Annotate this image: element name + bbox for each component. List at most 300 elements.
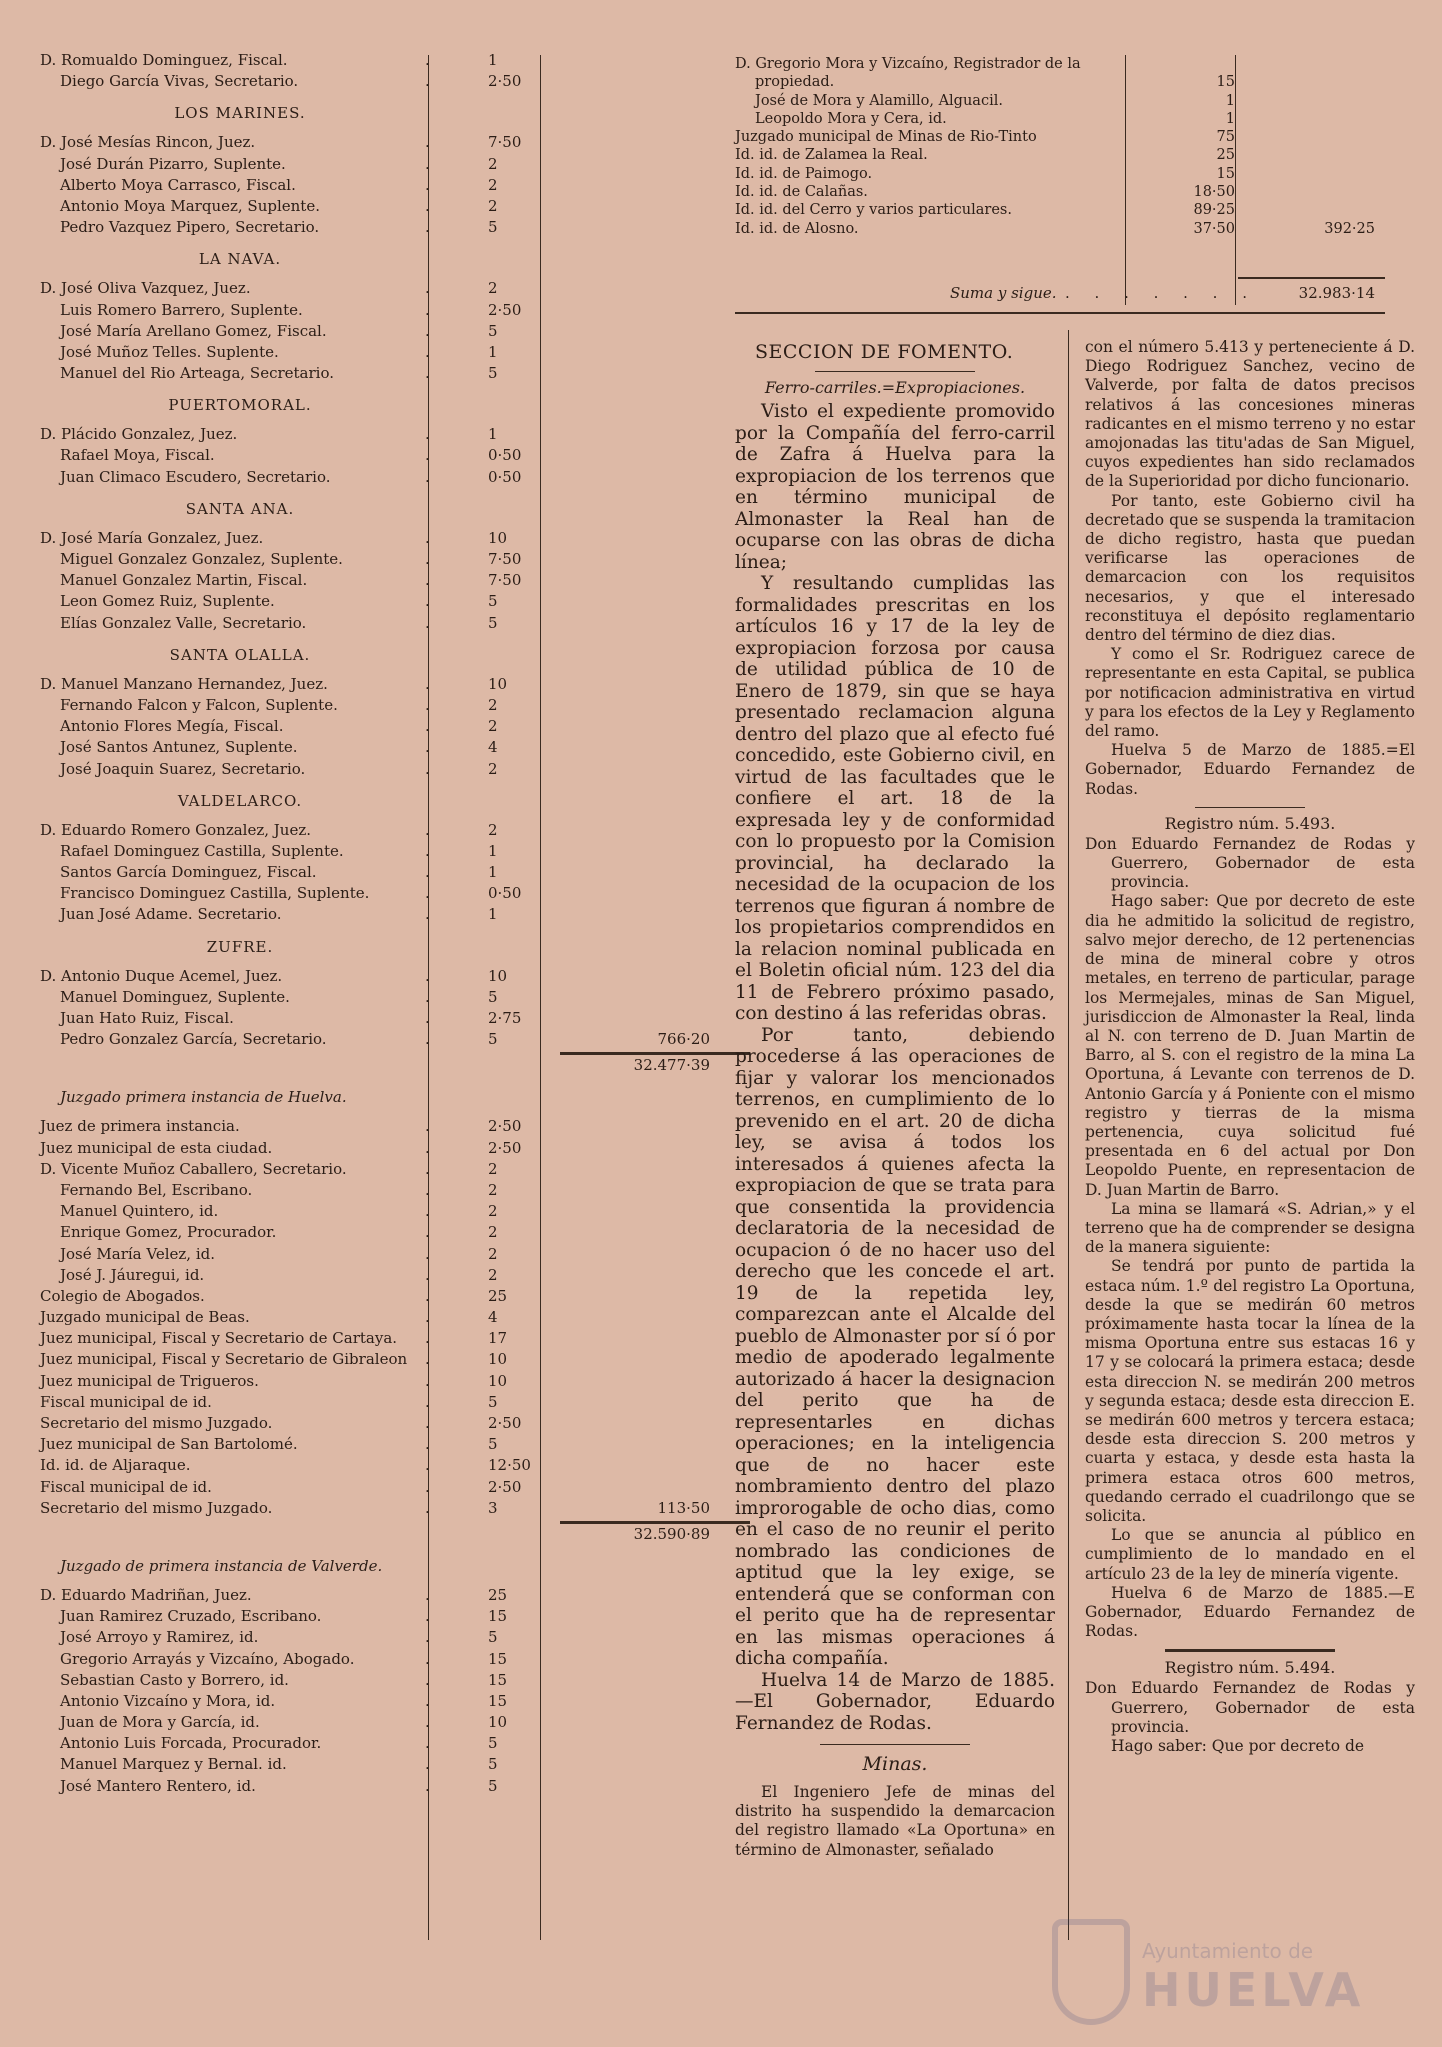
entry-name: Fiscal municipal de id.	[40, 1477, 212, 1496]
entry-name: Id. id. del Cerro y varios particulares.	[735, 202, 1012, 219]
entry-name: Juez municipal de San Bartolomé.	[40, 1435, 298, 1454]
watermark-line1: Ayuntamiento de	[1142, 1939, 1314, 1963]
table-row	[40, 862, 720, 883]
leader-dot: .	[425, 820, 430, 839]
entry-name: Fernando Bel, Escribano.	[60, 1180, 253, 1199]
leader-dot: .	[425, 1030, 430, 1049]
table-row	[40, 1649, 720, 1670]
leader-dot: .	[425, 72, 430, 91]
entry-amount: 12·50	[488, 1456, 531, 1475]
leader-dot: .	[425, 1350, 430, 1369]
leader-dot: .	[425, 987, 430, 1006]
table-row	[40, 1244, 720, 1265]
registro-heading: Registro núm. 5.494.	[1164, 1658, 1336, 1678]
leader-dot: .	[425, 342, 430, 361]
entry-name: Id. id. de Paimogo.	[735, 165, 873, 182]
entry-amount: 15	[1216, 165, 1235, 182]
leader-dot: .	[425, 1117, 430, 1136]
subtotal-amount: 766·20	[657, 1030, 710, 1049]
entry-name: Leopoldo Mora y Cera, id.	[755, 110, 947, 127]
entry-name: Juzgado municipal de Minas de Rio-Tinto	[735, 129, 1037, 146]
entry-name: José Joaquin Suarez, Secretario.	[60, 759, 306, 778]
entry-amount: 5	[488, 592, 498, 611]
entry-amount: 2	[488, 695, 498, 714]
table-row	[40, 841, 720, 862]
suma-label: Suma y sigue.	[950, 284, 1057, 302]
table-row	[40, 1328, 720, 1349]
entry-amount: 7·50	[488, 571, 522, 590]
mid-right-rule	[1068, 330, 1069, 1940]
entry-amount: 5	[488, 1628, 498, 1647]
table-row	[40, 1455, 720, 1476]
leader-dot: .	[425, 279, 430, 298]
table-row	[40, 1307, 720, 1328]
table-row	[40, 1606, 720, 1627]
entry-amount: 4	[488, 738, 498, 757]
entry-name: Juan Hato Ruiz, Fiscal.	[60, 1009, 234, 1027]
entry-name: Juez municipal de Trigueros.	[40, 1371, 259, 1390]
right-paragraph: Hago saber: Que por decreto de	[1111, 1737, 1365, 1756]
entry-name: José Santos Antunez, Suplente.	[60, 738, 298, 757]
leader-dot: .	[425, 1159, 430, 1178]
table-row	[40, 966, 720, 987]
entry-name: Manuel Marquez y Bernal. id.	[60, 1755, 287, 1774]
leader-dot: .	[425, 1244, 430, 1263]
entry-amount: 15	[488, 1607, 508, 1626]
leader-dot: .	[425, 1456, 430, 1475]
entry-amount: 10	[488, 1371, 508, 1390]
leader-dot: .	[425, 1776, 430, 1795]
entry-amount: 25	[1216, 147, 1235, 164]
entry-amount: 2·50	[488, 72, 522, 91]
table-row	[40, 570, 720, 591]
leader-dot: .	[425, 1734, 430, 1753]
table-row	[40, 1627, 720, 1648]
section-heading: ZUFRE.	[206, 937, 274, 956]
total-amount: 32.477·39	[633, 1056, 710, 1075]
table-row	[40, 1201, 720, 1222]
leader-dot: .	[425, 218, 430, 237]
running-total	[40, 1050, 720, 1076]
entry-amount: 1	[1225, 110, 1235, 127]
table-row	[40, 759, 720, 780]
leader-dot: .	[425, 1628, 430, 1647]
right-paragraph: La mina se llamará «S. Adrian,» y el terreno que ha de comprender se designa de la manera siguiente:	[1085, 1199, 1415, 1257]
table-row	[40, 467, 720, 488]
table-row	[40, 424, 720, 445]
entry-amount: 15	[488, 1670, 508, 1689]
section-heading: PUERTOMORAL.	[168, 396, 312, 415]
table-row	[40, 278, 720, 299]
leader-dot: .	[425, 1223, 430, 1242]
right-paragraph: Por tanto, este Gobierno civil ha decretado que se suspenda la tramitacion de dicho registro, hasta que puedan verificarse las operaciones de demarcacion con los requisitos necesarios, y que el interesado reconstituya el depósito reglamentario dentro del término de diez dias.	[1085, 491, 1415, 645]
entry-amount: 89·25	[1193, 202, 1235, 219]
fomento-signature: Huelva 14 de Marzo de 1885. —El Gobernador, Eduardo Fernandez de Rodas.	[735, 1669, 1055, 1734]
shield-icon	[1052, 1919, 1130, 2025]
entry-name: José de Mora y Alamillo, Alguacil.	[755, 92, 1003, 109]
leader-dot: .	[425, 528, 430, 547]
entry-amount: 2	[488, 196, 498, 215]
entry-amount: 18·50	[1193, 184, 1235, 201]
entry-name: Juez de primera instancia.	[40, 1117, 240, 1136]
table-row	[735, 201, 1385, 219]
entry-name: Colegio de Abogados.	[40, 1286, 205, 1305]
entry-name: Antonio Flores Megía, Fiscal.	[60, 717, 284, 736]
entry-amount: 10	[488, 966, 508, 985]
table-row	[40, 1477, 720, 1498]
table-row	[40, 820, 720, 841]
suma-value: 32.983·14	[1298, 284, 1375, 302]
entry-name: D. Eduardo Romero Gonzalez, Juez.	[40, 820, 312, 839]
entry-amount: 2·50	[488, 1138, 522, 1157]
table-row	[40, 1286, 720, 1307]
entry-name: José Durán Pizarro, Suplente.	[60, 154, 286, 173]
entry-name: Secretario del mismo Juzgado.	[40, 1414, 273, 1432]
leader-dot: .	[425, 1435, 430, 1454]
leader-dot: .	[425, 1649, 430, 1668]
leader-dot: .	[425, 884, 430, 903]
leader-dot: .	[425, 571, 430, 590]
right-paragraph: Se tendrá por punto de partida la estaca núm. 1.º del registro La Oportuna, desde la que se medirán 60 metros próximamente hasta tocar la línea de la misma Oportuna entre sus estacas 16 y 17 y se colocará la primera estaca; desde esta direccion N. se medirán 200 metros y segunda estaca; desde esta direccion E. se medirán 600 metros y tercera estaca; desde esta direccion S. 200 metros y cuarta y estaca, y desde esta hasta la primera estaca otros 600 metros, quedando cerrado el cuadrilongo que se solicita.	[1085, 1257, 1415, 1525]
entry-amount: 1	[488, 51, 498, 69]
entry-amount: 2·75	[488, 1009, 522, 1027]
left-column	[40, 50, 720, 1797]
entry-name: Juan Climaco Escudero, Secretario.	[60, 467, 331, 486]
entry-amount: 2	[488, 1265, 498, 1284]
right-signature: Huelva 6 de Marzo de 1885.—E Gobernador, Eduardo Fernandez de Rodas.	[1085, 1583, 1415, 1641]
leader-dot: .	[425, 613, 430, 632]
table-row	[40, 716, 720, 737]
table-row	[735, 165, 1385, 183]
table-row	[40, 674, 720, 695]
entry-name: D. Gregorio Mora y Vizcaíno, Registrador de la	[735, 56, 1081, 72]
entry-amount: 2	[488, 154, 498, 173]
leader-dot: .	[425, 467, 430, 486]
table-row	[40, 175, 720, 196]
section-title: SECCION DE FOMENTO.	[755, 341, 1014, 363]
entry-name: D. Vicente Muñoz Caballero, Secretario.	[40, 1159, 347, 1178]
table-row	[40, 321, 720, 342]
leader-dot: .	[425, 364, 430, 383]
entry-name: Manuel Quintero, id.	[60, 1202, 219, 1221]
entry-amount: 0·50	[488, 467, 522, 486]
table-row	[40, 1222, 720, 1243]
entry-name: D. Eduardo Madriñan, Juez.	[40, 1585, 252, 1604]
section-heading: SANTA OLALLA.	[169, 645, 311, 664]
entry-amount: 5	[488, 1776, 498, 1795]
entry-amount: 2	[488, 759, 498, 778]
table-row	[40, 904, 720, 925]
entry-name: Miguel Gonzalez Gonzalez, Suplente.	[60, 550, 343, 568]
leader-dot: .	[425, 175, 430, 194]
don-heading: Don Eduardo Fernandez de Rodas y Guerrero, Gobernador de esta provincia.	[1085, 834, 1415, 892]
fomento-paragraph: Visto el expediente promovido por la Compañía del ferro-carril de Zafra á Huelva para la expropiacion de los terrenos que en término municipal de Almonaster la Real han de ocuparse con las obras de dicha línea;	[735, 401, 1055, 573]
leader-dot: .	[425, 1585, 430, 1604]
entry-amount: 10	[488, 1350, 508, 1369]
table-row	[40, 71, 720, 92]
leader-dot: .	[425, 966, 430, 985]
table-row	[735, 55, 1385, 73]
entry-amount: 10	[488, 528, 508, 547]
table-row	[40, 987, 720, 1008]
table-row	[40, 300, 720, 321]
leader-dot: .	[425, 1138, 430, 1157]
table-row	[40, 217, 720, 238]
leader-dot: .	[425, 1371, 430, 1390]
leader-dot: .	[425, 674, 430, 693]
right-paragraph: con el número 5.413 y perteneciente á D. Diego Rodriguez Sanchez, vecino de Valverde, por falta de datos precisos relativos á las concesiones mineras radicantes en el mismo terreno y no estar amojonadas las titu'adas de San Miguel, cuyos expedientes han sido reclamados de la Superioridad por dicho funcionario.	[1085, 338, 1415, 491]
section-heading: LOS MARINES.	[174, 104, 306, 123]
entry-name: D. Manuel Manzano Hernandez, Juez.	[40, 674, 328, 693]
minas-title: Minas.	[862, 1753, 928, 1775]
table-row	[40, 1754, 720, 1775]
table-row	[40, 132, 720, 153]
entry-name: Juzgado municipal de Beas.	[40, 1308, 250, 1327]
table-row	[40, 445, 720, 466]
entry-amount: 25	[488, 1286, 508, 1305]
entry-amount: 1	[488, 863, 498, 882]
entry-amount: 1	[1225, 92, 1235, 109]
entry-amount: 5	[488, 1392, 498, 1411]
table-row	[40, 1413, 720, 1434]
leader-dot: .	[425, 1180, 430, 1199]
table-row	[40, 1138, 720, 1159]
right-signature: Huelva 5 de Marzo de 1885.=El Gobernador, Eduardo Fernandez de Rodas.	[1085, 741, 1415, 798]
leader-dot: .	[425, 1498, 430, 1517]
entry-name: Secretario del mismo Juzgado.	[40, 1498, 273, 1517]
entry-name: Alberto Moya Carrasco, Fiscal.	[60, 175, 296, 194]
leader-dot: .	[425, 1477, 430, 1496]
entry-name: Francisco Dominguez Castilla, Suplente.	[60, 884, 370, 903]
table-row	[40, 528, 720, 549]
entry-name: Pedro Vazquez Pipero, Secretario.	[60, 218, 320, 237]
table-row	[40, 363, 720, 384]
entry-amount: 75	[1216, 129, 1235, 146]
entry-amount: 0·50	[488, 446, 522, 465]
table-row	[40, 883, 720, 904]
entry-amount: 10	[488, 1713, 508, 1732]
entry-name: Leon Gomez Ruiz, Suplente.	[60, 592, 275, 611]
leader-dot: .	[425, 321, 430, 340]
left-rule-2	[540, 55, 541, 1940]
entry-name: Id. id. de Alosno.	[735, 220, 859, 237]
leader-dot: .	[425, 1329, 430, 1348]
table-row	[40, 1008, 720, 1029]
entry-name: Manuel del Rio Arteaga, Secretario.	[60, 364, 335, 383]
section-heading: VALDELARCO.	[177, 791, 303, 810]
fomento-paragraph: Por tanto, debiendo procederse á las operaciones de fijar y valorar los mencionados terrenos, en cumplimiento de lo prevenido en el art. 20 de dicha ley, se avisa á todos los interesados á quienes afecta la expropiacion de que se trata para que consentida la providencia declaratoria de la necesidad de ocupacion ó de no hacer uso del derecho que les concede el art. 19 de la repetida ley, comparezcan ante el Alcalde del pueblo de Almonaster por sí ó por medio de apoderado legalmente autorizado á hacer la designacion del perito que ha de representarles en dichas operaciones; en la inteligencia que de no hacer este nombramiento dentro del plazo improrogable de ocho dias, como en el caso de no reunir el perito nombrado las condiciones de aptitud que la ley exige, se entenderá que se conforman con el perito que ha de representar en las mismas operaciones á dicha compañía.	[735, 1024, 1055, 1669]
entry-name: Antonio Luis Forcada, Procurador.	[60, 1734, 322, 1753]
table-row	[40, 1159, 720, 1180]
leader-dot: .	[425, 1414, 430, 1432]
table-row	[735, 110, 1385, 128]
leader-dot: .	[425, 1607, 430, 1626]
entry-name: Antonio Vizcaíno y Mora, id.	[60, 1691, 276, 1710]
table-row	[40, 1349, 720, 1370]
entry-amount: 5	[488, 613, 498, 632]
entry-name: Juez municipal, Fiscal y Secretario de Gibraleon	[40, 1350, 408, 1369]
entry-name: Juez municipal de esta ciudad.	[40, 1138, 273, 1157]
entry-amount: 2·50	[488, 1414, 522, 1432]
suma-row: Suma y sigue. . . . . . . . 32.983·14	[950, 284, 1375, 302]
entry-amount: 5	[488, 1734, 498, 1753]
entry-name: D. Antonio Duque Acemel, Juez.	[40, 966, 283, 985]
subtotal-amount: 113·50	[657, 1498, 710, 1517]
table-row	[40, 1371, 720, 1392]
entry-name: Diego García Vivas, Secretario.	[60, 72, 299, 91]
entry-amount: 5	[488, 1030, 498, 1049]
total-amount: 32.590·89	[633, 1524, 710, 1543]
entry-name: Rafael Moya, Fiscal.	[60, 446, 215, 465]
leader-dot: .	[425, 1265, 430, 1284]
minas-paragraph: El Ingeniero Jefe de minas del distrito ha suspendido la demarcacion del registro llamado «La Oportuna» en término de Almonaster, señalado	[735, 1783, 1055, 1859]
entry-name: Santos García Dominguez, Fiscal.	[60, 863, 317, 882]
entry-name: Fernando Falcon y Falcon, Suplente.	[60, 695, 338, 714]
table-row	[735, 146, 1385, 164]
right-column	[1085, 338, 1415, 1756]
entry-amount: 1	[488, 841, 498, 860]
right-paragraph: Y como el Sr. Rodriguez carece de representante en esta Capital, se publica por notificacion administrativa en virtud y para los efectos de la Ley y Reglamento del ramo.	[1085, 645, 1415, 741]
topright-table	[735, 55, 1385, 238]
section-divider	[735, 312, 1385, 314]
right-paragraph: Hago saber: Que por decreto de este dia he admitido la solicitud de registro, salvo mejor derecho, de 12 pertenencias de mina de mineral cobre y otros metales, en terreno de particular, parage los Mermejales, minas de San Miguel, jurisdiccion de Almonaster la Real, linda al N. con terreno de D. Juan Martin de Barro, al S. con el registro de la mina La Oportuna, á Levante con terrenos de D. Antonio García y á Poniente con el mismo registro y tierras de la misma pertenencia, cuya solicitud fué presentada en 6 del actual por Don Leopoldo Puente, en representacion de D. Juan Martin de Barro.	[1085, 892, 1415, 1199]
leader-dot: .	[425, 1286, 430, 1305]
leader-dot: .	[425, 1202, 430, 1221]
court-heading: Juzgado de primera instancia de Valverde.	[60, 1556, 383, 1575]
entry-name: Fiscal municipal de id.	[40, 1392, 212, 1411]
right-paragraph: Lo que se anuncia al público en cumplimiento de lo mandado en el artículo 23 de la ley de minería vigente.	[1085, 1526, 1415, 1583]
entry-name: Manuel Gonzalez Martin, Fiscal.	[60, 571, 308, 590]
subtotal-amount: 392·25	[1324, 220, 1375, 237]
entry-amount: 0·50	[488, 884, 522, 903]
leader-dot: .	[425, 1009, 430, 1027]
entry-name: Juez municipal, Fiscal y Secretario de Cartaya.	[40, 1329, 398, 1348]
leader-dot: .	[425, 446, 430, 465]
entry-amount: 4	[488, 1308, 498, 1327]
running-total	[40, 1519, 720, 1545]
entry-name: Sebastian Casto y Borrero, id.	[60, 1670, 289, 1689]
entry-name: José J. Jáuregui, id.	[60, 1265, 205, 1284]
table-row	[40, 1776, 720, 1797]
table-row	[40, 342, 720, 363]
table-row	[735, 128, 1385, 146]
leader-dot: .	[425, 592, 430, 611]
registro-heading: Registro núm. 5.493.	[1164, 813, 1336, 833]
watermark-line2: HUELVA	[1142, 1963, 1365, 2017]
leader-dot: .	[425, 759, 430, 778]
entry-amount: 2	[488, 717, 498, 736]
entry-name: D. José Mesías Rincon, Juez.	[40, 133, 256, 152]
entry-name: Id. id. de Zalamea la Real.	[735, 147, 928, 164]
leader-dot: .	[425, 133, 430, 152]
table-row	[40, 613, 720, 634]
entry-amount: 5	[488, 1755, 498, 1774]
entry-name: Manuel Dominguez, Suplente.	[60, 987, 290, 1006]
entry-amount: 2	[488, 820, 498, 839]
table-row	[40, 1585, 720, 1606]
leader-dot: .	[425, 196, 430, 215]
entry-amount: 2	[488, 1244, 498, 1263]
table-row	[735, 220, 1385, 238]
entry-amount: 15	[1216, 74, 1235, 91]
table-row	[40, 1434, 720, 1455]
entry-name: José María Arellano Gomez, Fiscal.	[60, 321, 327, 340]
entry-name: José Muñoz Telles. Suplente.	[60, 342, 279, 361]
entry-amount: 1	[488, 905, 498, 924]
table-row	[40, 1733, 720, 1754]
table-row	[40, 154, 720, 175]
entry-name: Juan José Adame. Secretario.	[60, 905, 282, 924]
entry-amount: 3	[488, 1498, 498, 1517]
table-row	[735, 73, 1385, 91]
leader-dot: .	[425, 1392, 430, 1411]
entry-name: Elías Gonzalez Valle, Secretario.	[60, 613, 307, 632]
entry-name: D. José María Gonzalez, Juez.	[40, 528, 264, 547]
entry-name: Id. id. de Calañas.	[735, 184, 868, 201]
entry-amount: 5	[488, 218, 498, 237]
table-row	[40, 695, 720, 716]
leader-dot: .	[425, 300, 430, 319]
entry-amount: 2	[488, 1159, 498, 1178]
leader-dot: .	[425, 1755, 430, 1774]
table-row	[40, 1180, 720, 1201]
entry-name: Juan Ramirez Cruzado, Escribano.	[60, 1607, 322, 1626]
leader-dot: .	[425, 1308, 430, 1327]
table-row	[40, 549, 720, 570]
entry-name: D. Plácido Gonzalez, Juez.	[40, 425, 238, 444]
entry-amount: 17	[488, 1329, 508, 1348]
entry-amount: 10	[488, 674, 508, 693]
entry-amount: 1	[488, 425, 498, 444]
entry-name: Juan de Mora y García, id.	[60, 1713, 260, 1732]
fomento-paragraph: Y resultando cumplidas las formalidades prescritas en los artículos 16 y 17 de la ley de expropiacion forzosa por causa de utilidad pública de 10 de Enero de 1879, sin que se haya presentado reclamacion alguna dentro del plazo que al efecto fué concedido, este Gobierno civil, en virtud de las facultades que le confiere el art. 18 de la expresada ley y de conformidad con lo propuesto por la Comision provincial, ha declarado la necesidad de la ocupacion de los terrenos que figuran á nombre de los propietarios comprendidos en la relacion nominal publicada en el Boletin oficial núm. 123 del dia 11 de Febrero próximo pasado, con destino á las referidas obras.	[735, 573, 1055, 1024]
entry-name: José Mantero Rentero, id.	[60, 1776, 256, 1795]
leader-dot: .	[425, 1691, 430, 1710]
entry-amount: 1	[488, 342, 498, 361]
table-row	[40, 1670, 720, 1691]
leader-dot: .	[425, 154, 430, 173]
watermark-seal	[1022, 1919, 1365, 2029]
table-row	[40, 1691, 720, 1712]
table-row	[40, 591, 720, 612]
entry-amount: 2	[488, 1223, 498, 1242]
section-heading: LA NAVA.	[198, 250, 282, 269]
entry-amount: 5	[488, 987, 498, 1006]
entry-amount: 2	[488, 279, 498, 298]
entry-amount: 5	[488, 321, 498, 340]
entry-amount: 2·50	[488, 1477, 522, 1496]
leader-dot: .	[425, 425, 430, 444]
leader-dot: .	[425, 1713, 430, 1732]
fomento-column	[735, 335, 1055, 1860]
table-row	[40, 50, 720, 71]
entry-name: Enrique Gomez, Procurador.	[60, 1223, 277, 1242]
table-row	[40, 1116, 720, 1137]
entry-name: José María Velez, id.	[60, 1244, 215, 1263]
table-row	[40, 1712, 720, 1733]
entry-amount: 15	[488, 1649, 508, 1668]
entry-name: D. Romualdo Dominguez, Fiscal.	[40, 51, 288, 69]
entry-amount: 5	[488, 1435, 498, 1454]
entry-name: Pedro Gonzalez García, Secretario.	[60, 1030, 327, 1049]
leader-dot: .	[425, 863, 430, 882]
left-rule-1	[428, 55, 429, 1940]
entry-amount: 37·50	[1193, 220, 1235, 237]
entry-amount: 2·50	[488, 300, 522, 319]
leader-dot: .	[425, 717, 430, 736]
table-row	[40, 737, 720, 758]
leader-dot: .	[425, 738, 430, 757]
